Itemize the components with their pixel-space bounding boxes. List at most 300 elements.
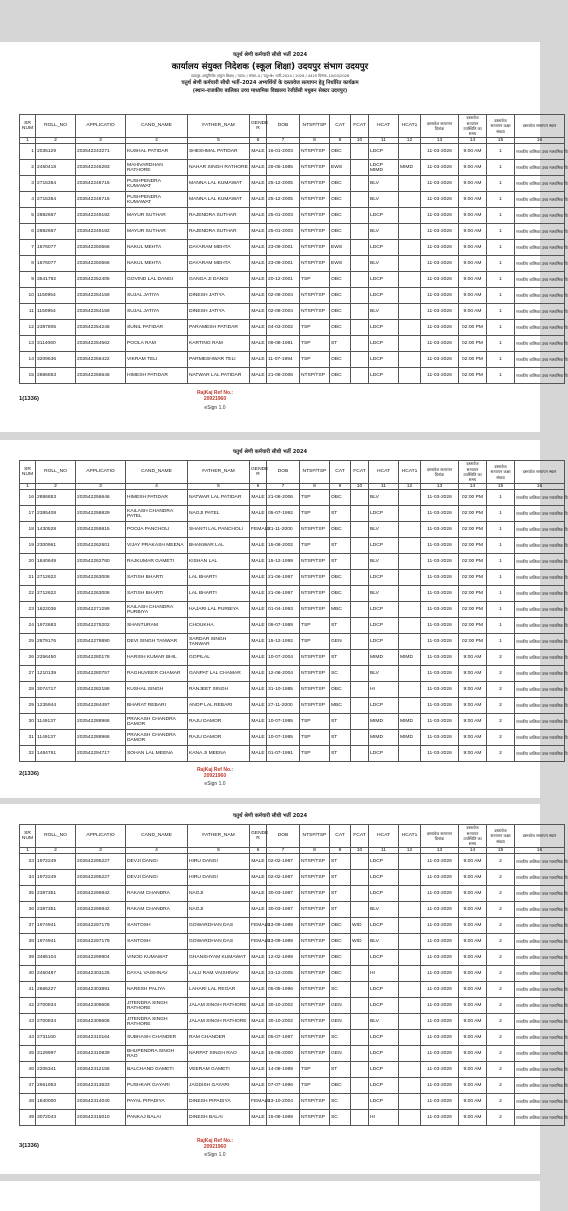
table-cell: TSP: [300, 272, 330, 288]
table-cell: 1: [487, 224, 515, 240]
table-cell: [399, 320, 421, 336]
table-cell: GEN: [330, 1046, 351, 1062]
column-header: दस्तावेज सत्यापन कक्षा संख्या: [487, 825, 515, 848]
table-cell: [351, 554, 369, 570]
venue-cell: राजकीय बालिका उच्च माध्यमिक वि: [515, 1094, 565, 1110]
table-cell: 30-03-1997: [267, 886, 300, 902]
table-cell: 2715354: [36, 192, 76, 208]
table-cell: MALE: [250, 368, 267, 384]
table-cell: 31-10-1985: [267, 682, 300, 698]
table-cell: [351, 586, 369, 602]
page-number: 2(1336): [19, 771, 39, 777]
table-cell: [399, 1110, 421, 1126]
table-cell: 30-10-2002: [267, 1014, 300, 1030]
table-cell: 11-03-2026: [421, 650, 459, 666]
esign-label: eSign 1.0: [204, 1152, 226, 1158]
table-cell: 202542303125: [76, 966, 126, 982]
table-cell: 11-03-2026: [421, 1030, 459, 1046]
table-cell: 1: [487, 240, 515, 256]
table-cell: MALE: [250, 902, 267, 918]
table-cell: 2: [487, 934, 515, 950]
table-cell: MALE: [250, 714, 267, 730]
table-cell: LDCP: [369, 352, 399, 368]
table-cell: 11-03-2026: [421, 730, 459, 746]
table-cell: 11-03-2026: [421, 618, 459, 634]
table-cell: SHANTURAM: [126, 618, 188, 634]
table-cell: 29: [20, 698, 36, 714]
table-cell: BHARAT REBARI: [126, 698, 188, 714]
table-cell: 02-02-1987: [267, 870, 300, 886]
table-cell: 202542246283: [76, 160, 126, 176]
table-cell: 202542312158: [76, 1062, 126, 1078]
table-cell: 02:00 PM: [459, 368, 487, 384]
table-cell: [399, 982, 421, 998]
table-cell: NARPAT SINGH RAO: [188, 1046, 250, 1062]
table-cell: [351, 998, 369, 1014]
table-cell: NTSP/TSP: [300, 886, 330, 902]
table-cell: NATWAR LAL PATIDAR: [188, 490, 250, 506]
table-cell: NTSP/TSP: [300, 160, 330, 176]
table-cell: 9:00 AM: [459, 1046, 487, 1062]
column-header: FCAT: [351, 461, 369, 484]
column-index: 13: [421, 848, 459, 854]
table-cell: NTSP/TSP: [300, 982, 330, 998]
table-cell: 15-08-1999: [267, 1110, 300, 1126]
table-cell: HARISH KUMAR BHIL: [126, 650, 188, 666]
column-header: ROLL_NO: [36, 825, 76, 848]
table-cell: 202542296842: [76, 886, 126, 902]
table-cell: OBC: [330, 490, 351, 506]
column-header: दस्तावेज सत्यापन स्थान: [515, 115, 565, 138]
table-row: [20, 886, 565, 902]
table-cell: LDCP: [369, 634, 399, 650]
table-cell: 202542246716: [76, 192, 126, 208]
venue-cell: राजकीय बालिका उच्च माध्यमिक वि: [515, 902, 565, 918]
table-cell: 11-03-2026: [421, 1046, 459, 1062]
table-cell: 7: [20, 240, 36, 256]
table-cell: GOWARDHAN DAS: [188, 934, 250, 950]
table-cell: 2665227: [36, 982, 76, 998]
table-cell: NAKUL MEHTA: [126, 240, 188, 256]
table-cell: 49: [20, 1110, 36, 1126]
table-cell: MALE: [250, 586, 267, 602]
table-cell: LDCP: [369, 288, 399, 304]
table-row: [20, 368, 565, 384]
table-cell: LDCP: [369, 368, 399, 384]
table-row: [20, 586, 565, 602]
table-cell: [399, 1062, 421, 1078]
table-cell: 23-09-2001: [267, 240, 300, 256]
table-cell: 202542275202: [76, 618, 126, 634]
table-cell: [399, 698, 421, 714]
column-index: 5: [188, 138, 250, 144]
table-cell: MALE: [250, 1046, 267, 1062]
table-cell: HIMESH PATIDAR: [126, 368, 188, 384]
table-cell: FEMALE: [250, 522, 267, 538]
page-number: 1(1336): [19, 396, 39, 402]
table-cell: JITENDRA SINGH RATHORE: [126, 998, 188, 1014]
page-title: चतुर्थ श्रेणी कर्मचारी सीधी भर्ती 2024: [232, 52, 308, 58]
venue-cell: राजकीय बालिका उच्च माध्यमिक वि: [515, 224, 565, 240]
table-cell: 20-12-2001: [267, 272, 300, 288]
table-cell: MALE: [250, 746, 267, 762]
column-index: 11: [369, 484, 399, 490]
table-cell: [351, 650, 369, 666]
table-cell: 02:00 PM: [459, 522, 487, 538]
table-cell: SC: [330, 1030, 351, 1046]
table-cell: SC: [330, 1110, 351, 1126]
table-cell: 2: [487, 1110, 515, 1126]
table-cell: NTSP/TSP: [300, 698, 330, 714]
table-cell: 2: [487, 682, 515, 698]
table-cell: KARTING RAM: [188, 336, 250, 352]
table-cell: DEVJI DANGI: [126, 854, 188, 870]
column-header: FATHER_NAM: [188, 461, 250, 484]
table-cell: [351, 240, 369, 256]
venue-cell: राजकीय बालिका उच्च माध्यमिक वि: [515, 336, 565, 352]
table-cell: ST: [330, 902, 351, 918]
table-cell: 25-12-2005: [267, 192, 300, 208]
table-cell: MALE: [250, 1030, 267, 1046]
venue-cell: राजकीय बालिका उच्च माध्यमिक वि: [515, 304, 565, 320]
table-cell: LDCP: [369, 950, 399, 966]
table-cell: 02:00 PM: [459, 634, 487, 650]
table-cell: PARAMESH PATIDAR: [188, 320, 250, 336]
table-cell: [399, 666, 421, 682]
table-cell: PRAKASH CHANDRA DAMOR: [126, 730, 188, 746]
column-index: 6: [250, 484, 267, 490]
table-cell: LDCP: [369, 570, 399, 586]
table-row: [20, 490, 565, 506]
table-cell: NTSP/TSP: [300, 240, 330, 256]
column-index: 12: [399, 484, 421, 490]
table-row: [20, 176, 565, 192]
table-cell: TSP: [300, 352, 330, 368]
table-cell: [351, 368, 369, 384]
table-cell: 2300961: [36, 538, 76, 554]
table-cell: [351, 272, 369, 288]
table-row: [20, 854, 565, 870]
table-cell: [351, 1094, 369, 1110]
table-cell: NTSP/TSP: [300, 554, 330, 570]
table-cell: 2715354: [36, 176, 76, 192]
table-cell: 202542246716: [76, 176, 126, 192]
table-cell: SATISH BHARTI: [126, 570, 188, 586]
column-header: दस्तावेज सत्यापन दिनांक: [421, 825, 459, 848]
table-cell: 02:00 PM: [459, 570, 487, 586]
table-cell: NTSP/TSP: [300, 934, 330, 950]
table-cell: MALE: [250, 666, 267, 682]
table-cell: ST: [330, 618, 351, 634]
table-cell: PUSHKAR GAYARI: [126, 1078, 188, 1094]
table-cell: NTSP/TSP: [300, 208, 330, 224]
table-cell: 13-10-2004: [267, 1094, 300, 1110]
table-cell: HIRU DANGI: [188, 854, 250, 870]
table-cell: 11-03-2026: [421, 602, 459, 618]
table-cell: 2: [487, 902, 515, 918]
table-cell: [351, 288, 369, 304]
table-cell: 202542288966: [76, 714, 126, 730]
table-cell: MALE: [250, 208, 267, 224]
table-cell: MALE: [250, 256, 267, 272]
table-row: [20, 966, 565, 982]
table-cell: MBC: [330, 698, 351, 714]
column-index: 15: [487, 484, 515, 490]
table-cell: LDCP: [369, 1094, 399, 1110]
table-row: [20, 144, 565, 160]
table-cell: [399, 336, 421, 352]
column-header: NTSP/TSP: [300, 825, 330, 848]
table-cell: RAJENDRA SUTHAR: [188, 208, 250, 224]
table-cell: PRAKASH CHANDRA DAMOR: [126, 714, 188, 730]
table-cell: 202542309606: [76, 1014, 126, 1030]
column-index: 6: [250, 138, 267, 144]
column-header: HCAT: [369, 825, 399, 848]
table-cell: 1: [487, 192, 515, 208]
table-cell: MIMD: [369, 650, 399, 666]
table-row: [20, 352, 565, 368]
table-cell: CHOUKHA: [188, 618, 250, 634]
table-cell: [351, 602, 369, 618]
table-cell: 11-03-2026: [421, 506, 459, 522]
table-cell: 1: [487, 320, 515, 336]
table-cell: [399, 934, 421, 950]
table-cell: 1210139: [36, 666, 76, 682]
table-cell: 30-10-2002: [267, 998, 300, 1014]
column-index: 12: [399, 848, 421, 854]
column-index: 7: [267, 138, 300, 144]
table-cell: 1972249: [36, 870, 76, 886]
table-cell: SUBHASH CHANDER: [126, 1030, 188, 1046]
table-row: [20, 602, 565, 618]
table-cell: 2256450: [36, 650, 76, 666]
table-cell: 2387351: [36, 902, 76, 918]
table-row: [20, 224, 565, 240]
table-cell: 9:00 AM: [459, 304, 487, 320]
table-cell: 2: [487, 746, 515, 762]
table-cell: [399, 1030, 421, 1046]
table-cell: MALE: [250, 1078, 267, 1094]
table-cell: MALE: [250, 1110, 267, 1126]
esign-label: eSign 1.0: [204, 405, 226, 411]
table-cell: 11-03-2026: [421, 522, 459, 538]
table-cell: 2: [487, 1078, 515, 1094]
table-cell: 10: [20, 288, 36, 304]
table-cell: 1149137: [36, 730, 76, 746]
table-cell: [399, 538, 421, 554]
table-cell: SUJAL JATIYA: [126, 304, 188, 320]
table-cell: 01-07-1991: [267, 746, 300, 762]
table-cell: 9:00 AM: [459, 714, 487, 730]
table-cell: 11-03-2026: [421, 870, 459, 886]
column-header: दस्तावेज सत्यापन दिनांक: [421, 461, 459, 484]
table-cell: JITENDRA SINGH RATHORE: [126, 1014, 188, 1030]
table-row: [20, 288, 565, 304]
table-cell: [399, 272, 421, 288]
table-row: [20, 554, 565, 570]
table-cell: GANGA JI DANGI: [188, 272, 250, 288]
table-cell: [351, 714, 369, 730]
table-cell: MIMD: [399, 650, 421, 666]
table-cell: RAKAM CHANDRA: [126, 902, 188, 918]
venue-cell: राजकीय बालिका उच्च माध्यमिक वि: [515, 1110, 565, 1126]
table-header-row: [20, 825, 565, 848]
table-cell: TSP: [300, 714, 330, 730]
table-cell: [399, 602, 421, 618]
table-cell: OBC: [330, 570, 351, 586]
table-cell: 2: [487, 666, 515, 682]
column-index: 5: [188, 484, 250, 490]
table-cell: 19: [20, 538, 36, 554]
table-cell: 11-03-2026: [421, 586, 459, 602]
table-cell: 3209536: [36, 352, 76, 368]
table-cell: BLV: [369, 490, 399, 506]
table-cell: 5: [20, 208, 36, 224]
table-cell: 202542295227: [76, 854, 126, 870]
table-cell: [399, 1046, 421, 1062]
table-cell: MALE: [250, 602, 267, 618]
table-cell: NARESH PALIYA: [126, 982, 188, 998]
column-header: FCAT: [351, 825, 369, 848]
table-cell: BLV: [369, 192, 399, 208]
table-cell: OBC: [330, 192, 351, 208]
table-cell: EWS: [330, 160, 351, 176]
table-cell: [399, 682, 421, 698]
table-cell: [351, 682, 369, 698]
table-row: [20, 870, 565, 886]
column-header: NTSP/TSP: [300, 115, 330, 138]
table-cell: ST: [330, 538, 351, 554]
table-cell: MALE: [250, 506, 267, 522]
table-cell: 202542310839: [76, 1046, 126, 1062]
table-cell: MALE: [250, 966, 267, 982]
table-cell: 02:00 PM: [459, 352, 487, 368]
rajkaj-ref: RajKaj Ref No.: 20921960: [196, 390, 234, 402]
table-cell: GOWARDHAN DAS: [188, 918, 250, 934]
table-cell: 02:00 PM: [459, 320, 487, 336]
table-row: [20, 682, 565, 698]
table-cell: 1972249: [36, 854, 76, 870]
table-cell: OBC: [330, 208, 351, 224]
column-header: HCAT: [369, 461, 399, 484]
table-cell: 9:00 AM: [459, 666, 487, 682]
column-index: 14: [459, 484, 487, 490]
table-row: [20, 1078, 565, 1094]
table-cell: 25: [20, 634, 36, 650]
table-cell: 1: [487, 570, 515, 586]
table-row: [20, 160, 565, 176]
table-cell: BLV: [369, 1014, 399, 1030]
table-cell: VEERAM GAMETI: [188, 1062, 250, 1078]
table-row: [20, 934, 565, 950]
table-row: [20, 336, 565, 352]
table-cell: 202542254562: [76, 336, 126, 352]
table-cell: MALE: [250, 160, 267, 176]
table-cell: OBC: [330, 682, 351, 698]
table-cell: MALE: [250, 272, 267, 288]
table-cell: 10-07-1995: [267, 730, 300, 746]
table-cell: 26: [20, 650, 36, 666]
column-header: ROLL_NO: [36, 461, 76, 484]
table-cell: NTSP/TSP: [300, 902, 330, 918]
table-cell: [351, 886, 369, 902]
table-cell: NAHAR SINGH RATHORE: [188, 160, 250, 176]
table-cell: 1840000: [36, 1094, 76, 1110]
venue-cell: राजकीय बालिका उच्च माध्यमिक वि: [515, 966, 565, 982]
table-cell: MAYUR SUTHAR: [126, 208, 188, 224]
table-cell: [399, 240, 421, 256]
table-cell: 2882667: [36, 224, 76, 240]
table-cell: [399, 304, 421, 320]
table-cell: 02-08-2004: [267, 304, 300, 320]
table-cell: 02-02-1987: [267, 854, 300, 870]
column-index: 3: [76, 484, 126, 490]
table-cell: [351, 666, 369, 682]
table-cell: 11-03-2026: [421, 966, 459, 982]
table-row: [20, 522, 565, 538]
column-index: 13: [421, 484, 459, 490]
table-row: [20, 1110, 565, 1126]
table-cell: 1: [487, 538, 515, 554]
table-cell: NATWAR LAL PATIDAR: [188, 368, 250, 384]
table-cell: 9:00 AM: [459, 918, 487, 934]
table-cell: 2: [487, 982, 515, 998]
table-cell: [399, 224, 421, 240]
column-header: FATHER_NAM: [188, 115, 250, 138]
table-cell: LDCP: [369, 982, 399, 998]
table-cell: 2700834: [36, 1014, 76, 1030]
table-cell: 31: [20, 730, 36, 746]
table-cell: 09-07-1989: [267, 618, 300, 634]
table-cell: 46: [20, 1062, 36, 1078]
table-cell: LDCP: [369, 272, 399, 288]
table-row: [20, 714, 565, 730]
table-cell: 10-07-2004: [267, 650, 300, 666]
table-cell: VIJAY PRAKASH MEENA: [126, 538, 188, 554]
table-cell: 9:00 AM: [459, 934, 487, 950]
table-cell: 11-03-2026: [421, 288, 459, 304]
table-cell: LDCP: [369, 602, 399, 618]
table-cell: NTSP/TSP: [300, 1014, 330, 1030]
column-header: FATHER_NAM: [188, 825, 250, 848]
column-header: SR NUM: [20, 825, 36, 848]
column-header: CAT: [330, 825, 351, 848]
table-cell: 9:00 AM: [459, 288, 487, 304]
table-row: [20, 320, 565, 336]
table-cell: MALE: [250, 336, 267, 352]
table-cell: FEMALE: [250, 918, 267, 934]
column-header: SR NUM: [20, 115, 36, 138]
table-row: [20, 982, 565, 998]
table-cell: 3074717: [36, 682, 76, 698]
table-cell: [351, 208, 369, 224]
table-cell: BLV: [369, 902, 399, 918]
table-cell: OBC: [330, 320, 351, 336]
column-header: NTSP/TSP: [300, 461, 330, 484]
table-cell: SC: [330, 1094, 351, 1110]
column-index: 4: [126, 484, 188, 490]
table-cell: [399, 176, 421, 192]
table-cell: 202542310164: [76, 1030, 126, 1046]
venue-cell: राजकीय बालिका उच्च माध्यमिक वि: [515, 538, 565, 554]
table-cell: HIRU DANGI: [188, 870, 250, 886]
table-cell: LAHARI LAL REGAR: [188, 982, 250, 998]
table-cell: NTSP/TSP: [300, 586, 330, 602]
table-cell: 1150954: [36, 288, 76, 304]
table-cell: MIMD: [399, 730, 421, 746]
table-cell: MALE: [250, 320, 267, 336]
table-cell: RAJKUMAR GAMETI: [126, 554, 188, 570]
